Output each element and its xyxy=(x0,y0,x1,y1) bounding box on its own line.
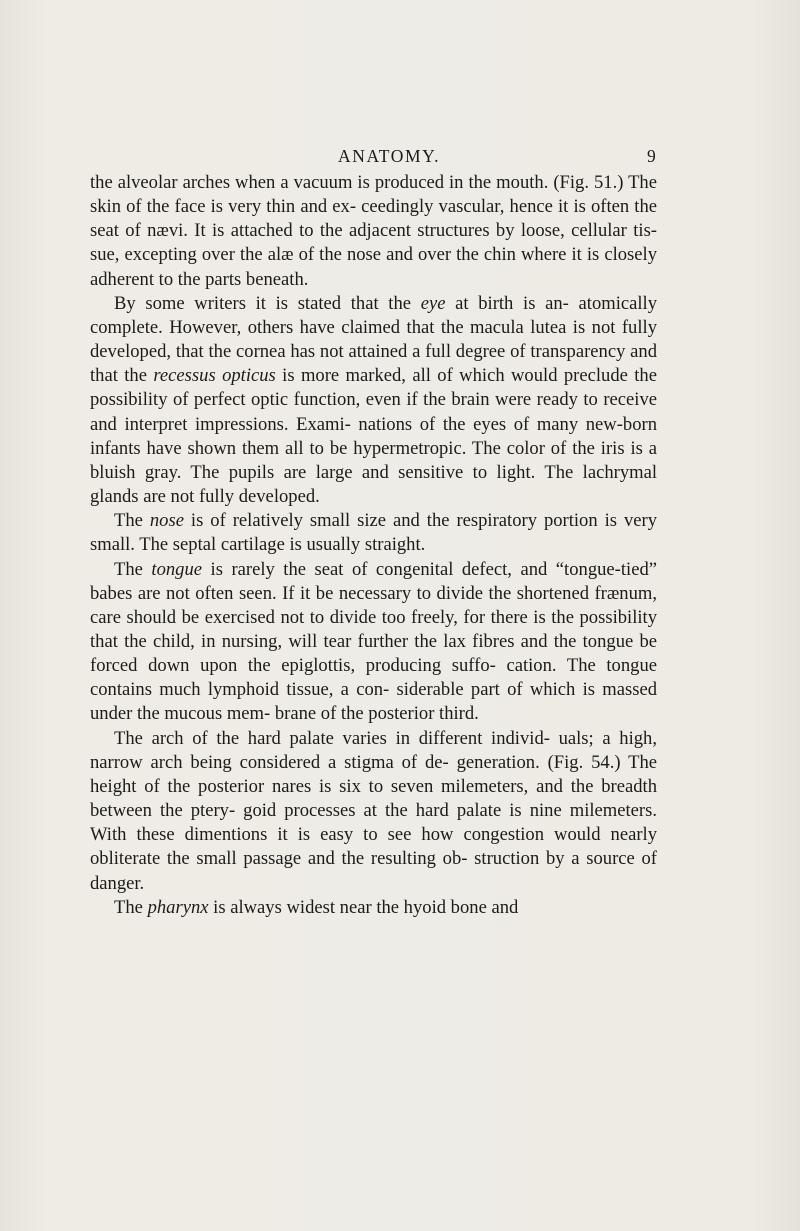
paragraph-hard-palate xyxy=(90,727,657,896)
running-title: ANATOMY. xyxy=(338,146,441,166)
page-number: 9 xyxy=(647,146,656,166)
paragraph-text: The arch of the hard palate varies in different individ- uals; a high, narrow arch being considered a stigma of de- generation. (Fig. 54.) The height of the posterior nares is six to seven milemeters, and the breadth between the ptery- goid processes at the hard palate is nine milemeters. With these dimentions it is easy to see how congestion would nearly obliterate the small passage and the resulting ob- struction by a source of danger. xyxy=(90,727,657,894)
paragraph-text: The xyxy=(114,896,148,918)
term-pharynx: pharynx xyxy=(147,896,209,918)
paragraph-text: is rarely the seat of congenital defect, and “tongue-tied” babes are not often seen. If it be necessary to divide the shortened frænum, care should be exercised not to divide too freely, for there is the possibility that the child, in nursing, will tear further the lax fibres and the tongue be forced down upon the epiglottis, producing suffo- cation. The tongue contains much lymphoid tissue, a con- siderable part of which is massed under the mucous mem- brane of the posterior third. xyxy=(90,558,657,725)
paragraph-tongue xyxy=(90,558,657,727)
paragraph-text: is always widest near the hyoid bone and xyxy=(208,896,519,918)
paragraph-text: The xyxy=(114,558,152,580)
paragraph-skin xyxy=(90,171,657,292)
paragraph-pharynx xyxy=(90,896,657,920)
paragraph-nose xyxy=(90,509,657,557)
paragraph-text: is more marked, all of which would preclude the possibility of perfect optic function, even if the brain were ready to receive and interpret impressions. Exami- nations of the eyes of many new-born infants have shown them all to be hypermetropic. The color of the iris is a bluish gray. The pupils are large and sensitive to light. The lachrymal glands are not fully developed. xyxy=(90,365,657,508)
paragraph-text: at birth is an- atomically complete. However, others have claimed that the macula lutea is not fully developed, that the cornea has not attained a full degree of transparency and that the xyxy=(90,292,658,387)
term-nose: nose xyxy=(149,510,184,532)
paragraph-text: the alveolar arches when a vacuum is produced in the mouth. (Fig. 51.) The skin of the face is very thin and ex- ceedingly vascular, hence it is often the seat of nævi. It is attached to the adjacent structures by loose, cellular tis- sue, excepting over the alæ of the nose and over the chin where it is closely adherent to the parts beneath. xyxy=(90,172,657,290)
term-tongue: tongue xyxy=(151,558,203,580)
paragraph-eye xyxy=(90,292,657,509)
term-recessus-opticus: recessus opticus xyxy=(153,365,276,387)
paragraph-text: is of relatively small size and the respiratory portion is very small. The septal cartilage is usually straight. xyxy=(90,510,657,556)
paragraph-text: By some writers it is stated that the xyxy=(114,292,421,314)
running-head xyxy=(0,146,800,168)
body-text xyxy=(90,171,657,920)
term-eye: eye xyxy=(420,292,446,314)
paragraph-text: The xyxy=(114,510,150,532)
